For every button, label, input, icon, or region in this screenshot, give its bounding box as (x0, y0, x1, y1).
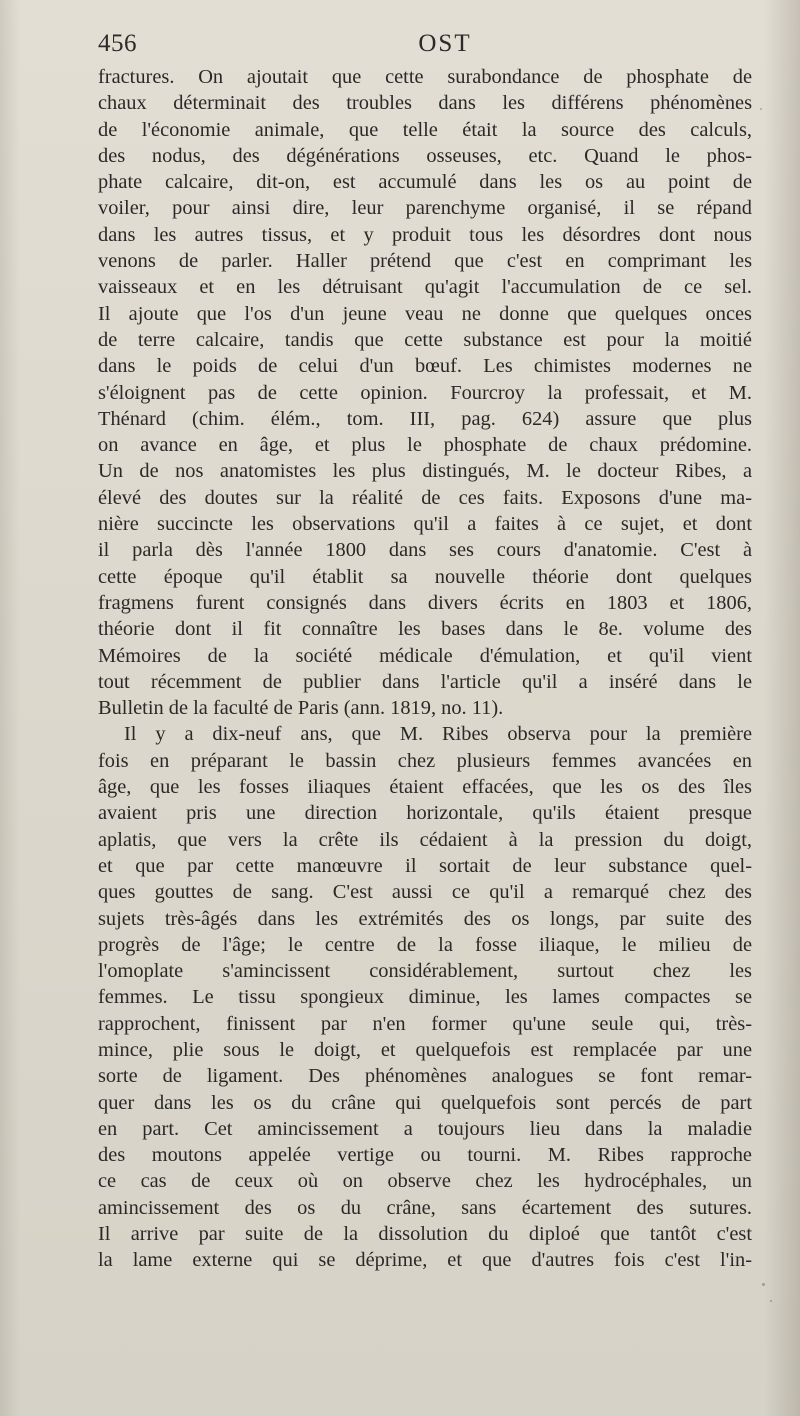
text-line: des moutons appelée vertige ou tourni. M. Ribes rapproche (98, 1144, 752, 1167)
text-line: dans le poids de celui d'un bœuf. Les chimistes modernes ne (98, 355, 752, 378)
text-line: femmes. Le tissu spongieux diminue, les lames compactes se (98, 986, 752, 1009)
text-line: fragmens furent consignés dans divers écrits en 1803 et 1806, (98, 591, 752, 614)
running-head: OST (418, 30, 472, 57)
text-line: sorte de ligament. Des phénomènes analogues se font remar- (98, 1065, 752, 1088)
text-line: âge, que les fosses iliaques étaient effacées, que les os des îles (98, 776, 752, 799)
text-line: phate calcaire, dit-on, est accumulé dans les os au point de (98, 171, 752, 194)
text-line: dans les autres tissus, et y produit tous les désordres dont nous (98, 223, 752, 246)
text-line: amincissement des os du crâne, sans écartement des sutures. (98, 1196, 752, 1219)
page-number: 456 (98, 30, 137, 57)
text-line: de terre calcaire, tandis que cette substance est pour la moitié (98, 328, 752, 351)
page-header (98, 30, 752, 64)
text-line: élevé des doutes sur la réalité de ces faits. Exposons d'une ma- (98, 486, 752, 509)
text-line: ques gouttes de sang. C'est aussi ce qu'il a remarqué chez des (98, 881, 752, 904)
text-line: Bulletin de la faculté de Paris (ann. 1819, no. 11). (98, 697, 504, 720)
text-line: on avance en âge, et plus le phosphate de chaux prédomine. (98, 434, 752, 457)
text-line: ce cas de ceux où on observe chez les hydrocéphales, un (98, 1170, 752, 1193)
text-line: l'omoplate s'amincissent considérablement, surtout chez les (98, 960, 752, 983)
gutter-shadow (0, 0, 20, 1416)
paragraph-2 (98, 721, 752, 1273)
text-line: rapprochent, finissent par n'en former qu'une seule qui, très- (98, 1012, 752, 1035)
text-line: la lame externe qui se déprime, et que d'autres fois c'est l'in- (98, 1249, 752, 1272)
text-line: vaisseaux et en les détruisant qu'agit l'accumulation de ce sel. (98, 276, 752, 299)
text-line: mince, plie sous le doigt, et quelquefois est remplacée par une (98, 1038, 752, 1061)
page-edge-shadow (764, 0, 800, 1416)
text-line: en part. Cet amincissement a toujours lieu dans la maladie (98, 1117, 752, 1140)
text-line: cette époque qu'il établit sa nouvelle théorie dont quelques (98, 565, 752, 588)
text-line: Un de nos anatomistes les plus distingués, M. le docteur Ribes, a (98, 460, 752, 483)
text-line: Mémoires de la société médicale d'émulation, et qu'il vient (98, 644, 752, 667)
text-line: Il y a dix-neuf ans, que M. Ribes observa pour la première (124, 723, 752, 746)
paper-speck (762, 1283, 765, 1286)
text-line: progrès de l'âge; le centre de la fosse iliaque, le milieu de (98, 933, 752, 956)
paper-speck (770, 1300, 772, 1302)
text-line: voiler, pour ainsi dire, leur parenchyme organisé, il se répand (98, 197, 752, 220)
text-line: des nodus, des dégénérations osseuses, etc. Quand le phos- (98, 144, 752, 167)
text-line: avaient pris une direction horizontale, qu'ils étaient presque (98, 802, 752, 825)
paper-speck (760, 108, 762, 110)
text-line: chaux déterminait des troubles dans les différens phénomènes (98, 92, 752, 115)
text-line: s'éloignent pas de cette opinion. Fourcroy la professait, et M. (98, 381, 752, 404)
paragraph-1 (98, 64, 752, 721)
text-line: sujets très-âgés dans les extrémités des os longs, par suite des (98, 907, 752, 930)
text-line: quer dans les os du crâne qui quelquefois sont percés de part (98, 1091, 752, 1114)
body-text (98, 64, 752, 1274)
text-line: aplatis, que vers la crête ils cédaient à la pression du doigt, (98, 828, 752, 851)
text-line: Il arrive par suite de la dissolution du diploé que tantôt c'est (98, 1223, 752, 1246)
text-line: et que par cette manœuvre il sortait de leur substance quel- (98, 854, 752, 877)
text-line: fractures. On ajoutait que cette surabondance de phosphate de (98, 66, 752, 88)
text-line: nière succincte les observations qu'il a faites à ce sujet, et dont (98, 513, 752, 536)
text-line: de l'économie animale, que telle était la source des calculs, (98, 118, 752, 141)
text-line: Il ajoute que l'os d'un jeune veau ne donne que quelques onces (98, 302, 752, 325)
text-line: théorie dont il fit connaître les bases dans le 8e. volume des (98, 618, 752, 641)
text-line: tout récemment de publier dans l'article qu'il a inséré dans le (98, 670, 752, 693)
text-line: Thénard (chim. élém., tom. III, pag. 624) assure que plus (98, 407, 752, 430)
text-line: fois en préparant le bassin chez plusieurs femmes avancées en (98, 749, 752, 772)
text-line: il parla dès l'année 1800 dans ses cours d'anatomie. C'est à (98, 539, 752, 562)
text-line: venons de parler. Haller prétend que c'est en comprimant les (98, 250, 752, 273)
